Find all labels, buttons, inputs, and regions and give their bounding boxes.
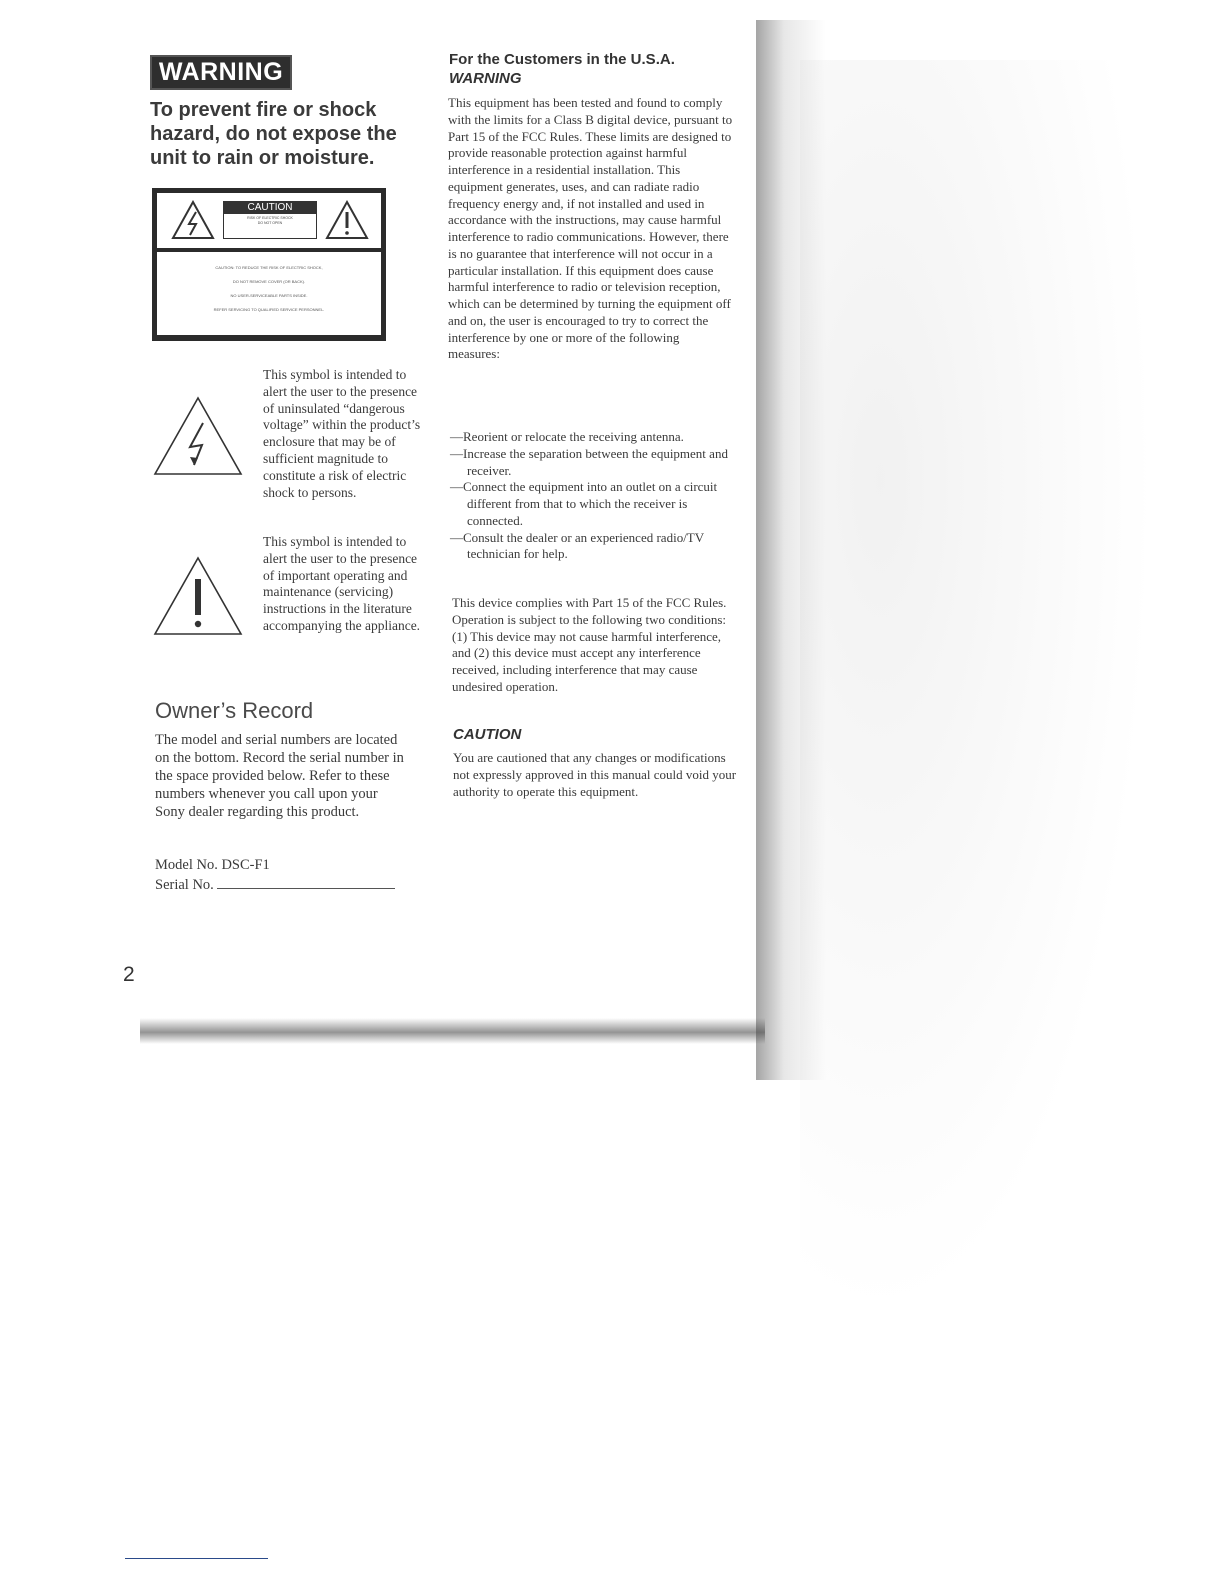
scan-edge-line bbox=[125, 1558, 268, 1559]
serial-number-blank bbox=[217, 874, 395, 889]
model-number: Model No. DSC-F1 bbox=[155, 857, 270, 873]
exclamation-triangle-icon bbox=[325, 200, 369, 240]
interference-measures-list bbox=[450, 429, 730, 563]
caution-label-title: CAUTION bbox=[224, 202, 316, 214]
owners-record-heading: Owner’s Record bbox=[155, 698, 314, 723]
caution-label-line: DO NOT REMOVE COVER (OR BACK). bbox=[232, 279, 306, 284]
fcc-warning-text: This equipment has been tested and found to comply with the limits for a Class B digital device, pursuant to Part 15 of the FCC Rules. These limits are designed to provide reasonable protection against harmful interference in a residential installation. This equipment generates, uses, and can radiate radio frequency energy and, if not installed and used in accordance with the instructions, may cause harmful interference to radio communications. However, there is no guarantee that interference will not occur in a particular installation. If this equipment does cause harmful interference to radio or television reception, which can be determined by turning the equipment off and on, the user is encouraged to try to correct the interference by one or more of the following measures: bbox=[448, 95, 733, 362]
instructions-symbol-description: This symbol is intended to alert the user to the presence of important operating and maintenance (servicing) instructions in the literature accompanying the appliance. bbox=[263, 534, 421, 633]
caution-label-line: REFER SERVICING TO QUALIFIED SERVICE PERSONNEL. bbox=[213, 307, 325, 312]
caution-label-top bbox=[157, 193, 381, 248]
serial-number-label: Serial No. bbox=[155, 877, 214, 893]
caution-label bbox=[152, 188, 386, 341]
usa-customers-heading: For the Customers in the U.S.A. bbox=[449, 51, 675, 68]
lightning-triangle-icon bbox=[152, 395, 244, 477]
caution-label-line: CAUTION: TO REDUCE THE RISK OF ELECTRIC SHOCK, bbox=[215, 265, 323, 270]
caution-label-subtitle: RISK OF ELECTRIC SHOCK DO NOT OPEN bbox=[247, 216, 293, 225]
caution-heading: CAUTION bbox=[453, 726, 522, 743]
page-edge-shadow-bottom bbox=[140, 1018, 765, 1044]
fcc-warning-heading: WARNING bbox=[449, 70, 522, 87]
list-item: —Reorient or relocate the receiving antenna. bbox=[450, 429, 684, 444]
owners-record-text: The model and serial numbers are located on the bottom. Record the serial number in the space provided below. Refer to these numbers whenever you call upon your Sony dealer regarding this product. bbox=[155, 732, 404, 820]
caution-label-bottom bbox=[157, 252, 381, 335]
list-item: —Connect the equipment into an outlet on a circuit different from that to which the receiver is connected. bbox=[450, 479, 718, 528]
list-item: —Consult the dealer or an experienced radio/TV technician for help. bbox=[450, 529, 704, 562]
page-number: 2 bbox=[123, 963, 135, 986]
caution-label-line: NO USER-SERVICEABLE PARTS INSIDE. bbox=[230, 293, 308, 298]
voltage-symbol-description: This symbol is intended to alert the user to the presence of uninsulated “dangerous voltage” within the product’s enclosure that may be of sufficient magnitude to constitute a risk of electric shock to persons. bbox=[263, 367, 421, 500]
list-item: —Increase the separation between the equipment and receiver. bbox=[450, 445, 728, 478]
scan-background-speckle bbox=[800, 60, 1200, 1460]
warning-text: To prevent fire or shock hazard, do not expose the unit to rain or moisture. bbox=[150, 99, 397, 169]
warning-banner: WARNING bbox=[150, 55, 292, 90]
caution-text: You are cautioned that any changes or modifications not expressly approved in this manual could void your authority to operate this equipment. bbox=[453, 750, 737, 799]
lightning-triangle-icon bbox=[171, 200, 215, 240]
page-edge-shadow-right bbox=[756, 20, 826, 1080]
caution-label-center bbox=[223, 201, 317, 239]
fcc-compliance-text: This device complies with Part 15 of the FCC Rules. Operation is subject to the following two conditions: (1) This device may not cause harmful interference, and (2) this device must accept any interference received, including interference that may cause undesired operation. bbox=[452, 595, 727, 694]
exclamation-triangle-icon bbox=[152, 555, 244, 637]
serial-number-line bbox=[155, 874, 395, 894]
